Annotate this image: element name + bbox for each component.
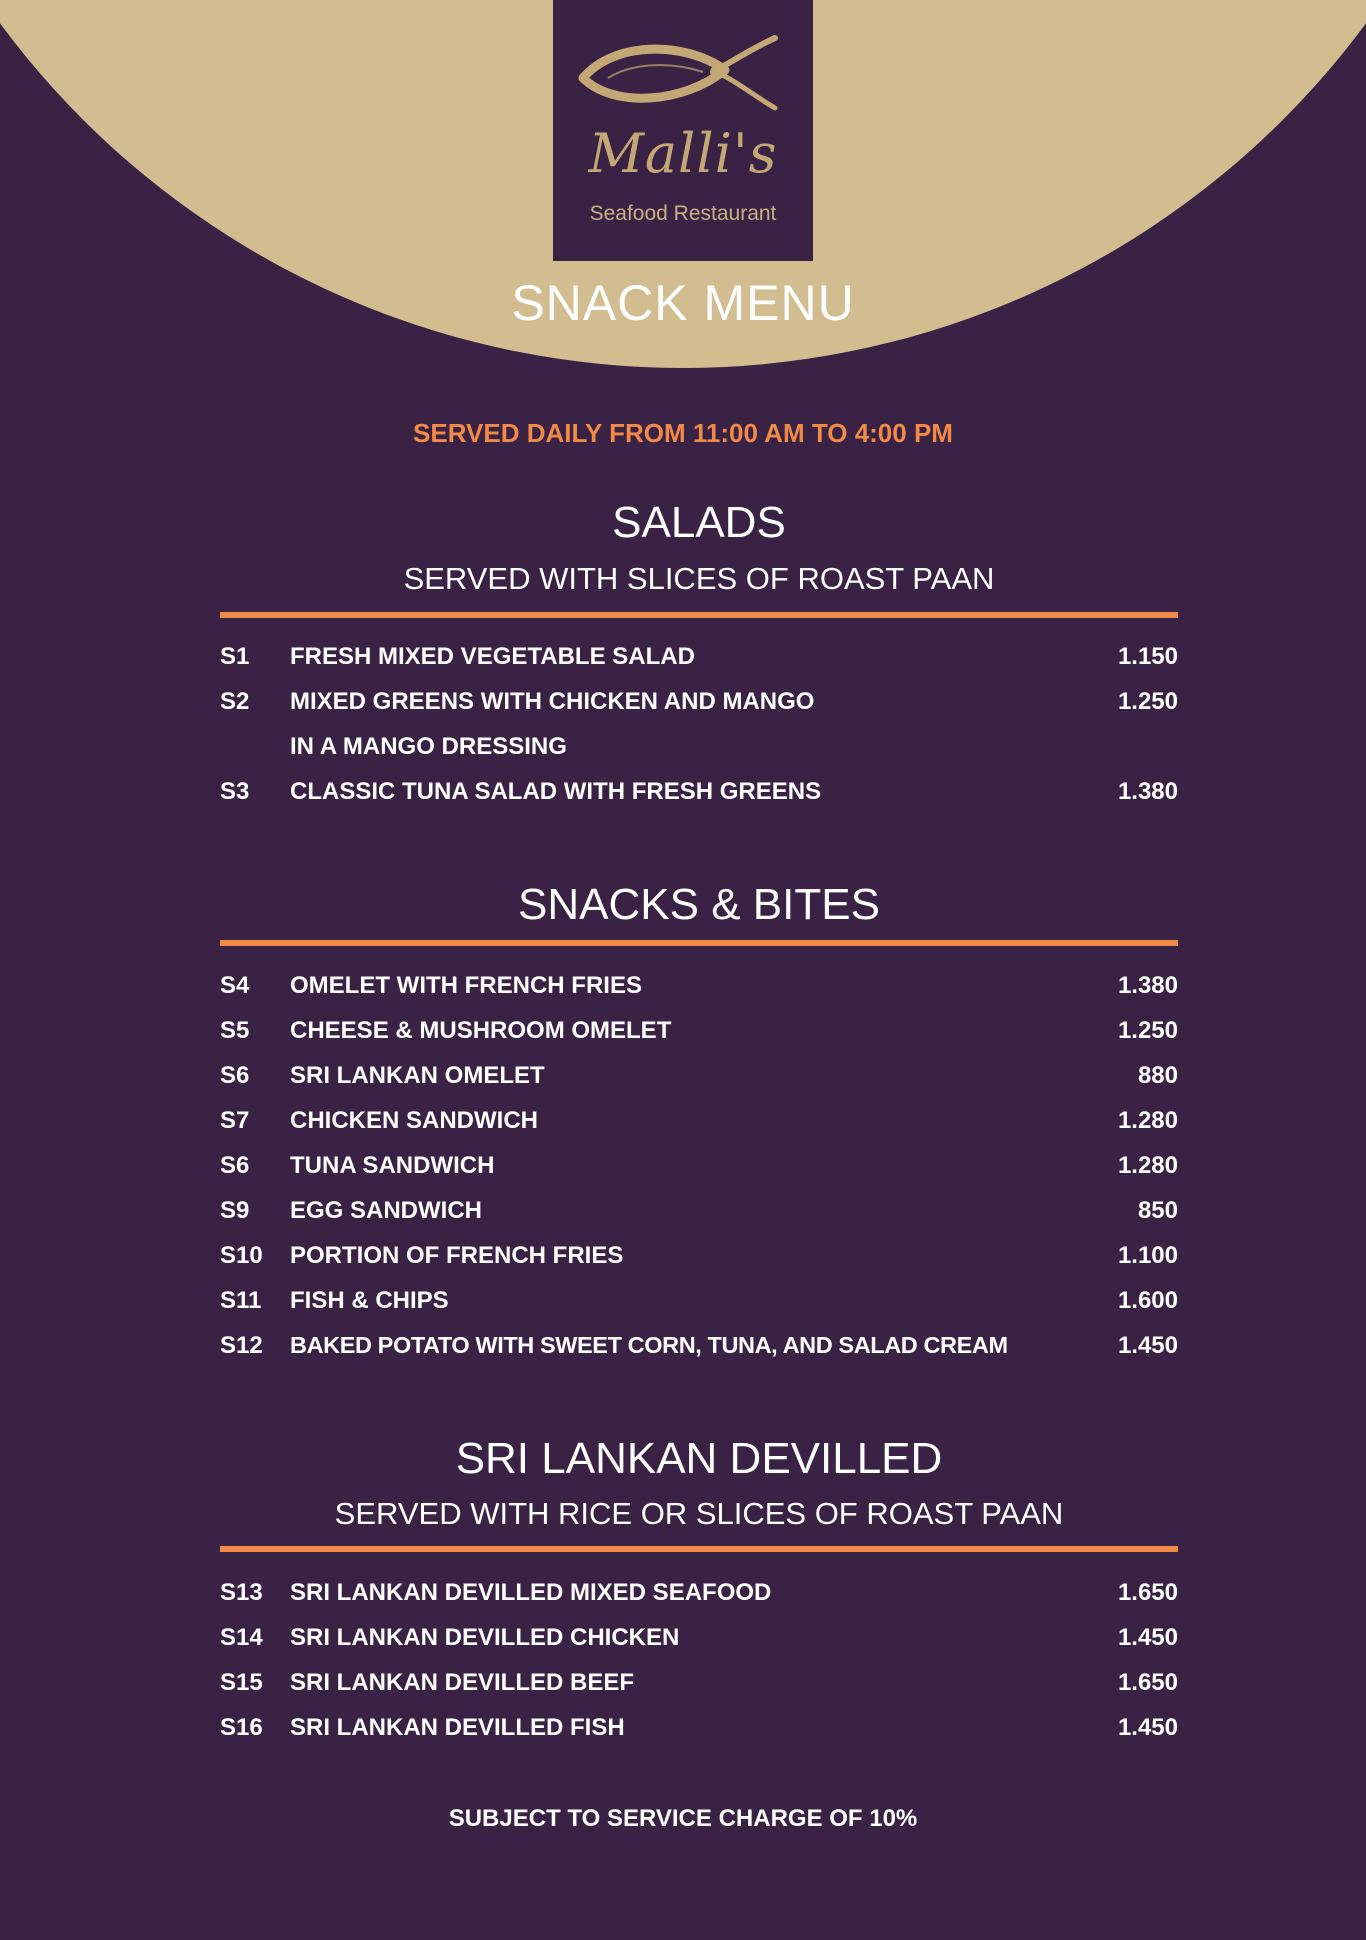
- item-code: S13: [220, 1579, 263, 1606]
- item-code: S4: [220, 972, 250, 999]
- item-code: S5: [220, 1017, 250, 1044]
- menu-item: [220, 1188, 1178, 1233]
- menu-item: [220, 963, 1178, 1008]
- section-divider: [220, 1546, 1178, 1552]
- section-divider: [220, 612, 1178, 618]
- item-name: SRI LANKAN DEVILLED BEEF: [290, 1669, 635, 1696]
- item-code: S6: [220, 1062, 250, 1089]
- item-name: SRI LANKAN DEVILLED CHICKEN: [290, 1624, 680, 1651]
- item-price: 1.100: [1117, 1242, 1178, 1269]
- item-list-salads: [220, 634, 1178, 814]
- item-code: S11: [220, 1287, 262, 1314]
- section-title-devilled: SRI LANKAN DEVILLED: [455, 1434, 943, 1483]
- logo-subtitle: Seafood Restaurant: [589, 202, 777, 225]
- item-price: 1.150: [1117, 643, 1178, 670]
- item-code: S9: [220, 1197, 250, 1224]
- item-name: SRI LANKAN DEVILLED MIXED SEAFOOD: [290, 1579, 772, 1606]
- item-price: 880: [1137, 1062, 1178, 1089]
- item-name: SRI LANKAN OMELET: [290, 1062, 545, 1089]
- item-price: 1.450: [1117, 1714, 1178, 1741]
- item-code: S10: [220, 1242, 263, 1269]
- item-code: S16: [220, 1714, 263, 1741]
- section-subtitle-devilled: SERVED WITH RICE OR SLICES OF ROAST PAAN: [334, 1496, 1064, 1531]
- item-price: 1.280: [1117, 1152, 1178, 1179]
- section-title-salads: SALADS: [612, 498, 786, 547]
- service-charge-note: SUBJECT TO SERVICE CHARGE OF 10%: [448, 1805, 918, 1832]
- item-name: CHEESE & MUSHROOM OMELET: [290, 1017, 672, 1044]
- item-name: FRESH MIXED VEGETABLE SALAD: [290, 643, 695, 670]
- menu-item: [220, 1098, 1178, 1143]
- item-name: MIXED GREENS WITH CHICKEN AND MANGO: [290, 688, 815, 715]
- logo: [553, 0, 813, 261]
- menu-item: [220, 1615, 1178, 1660]
- item-name: TUNA SANDWICH: [290, 1152, 495, 1179]
- menu-item: [220, 1233, 1178, 1278]
- menu-item: [220, 1323, 1178, 1368]
- item-code: S15: [220, 1669, 263, 1696]
- item-code: S7: [220, 1107, 250, 1134]
- item-price: 1.600: [1117, 1287, 1178, 1314]
- item-name: CHICKEN SANDWICH: [290, 1107, 538, 1134]
- menu-item: [220, 769, 1178, 814]
- item-price: 1.650: [1117, 1579, 1178, 1606]
- menu-item: [220, 1705, 1178, 1750]
- item-price: 1.250: [1117, 1017, 1178, 1044]
- menu-item: [220, 634, 1178, 679]
- item-code: S6: [220, 1152, 250, 1179]
- item-name: BAKED POTATO WITH SWEET CORN, TUNA, AND SALAD CREAM: [290, 1332, 1008, 1358]
- item-name: CLASSIC TUNA SALAD WITH FRESH GREENS: [290, 778, 822, 805]
- item-name: OMELET WITH FRENCH FRIES: [290, 972, 642, 999]
- item-list-devilled: [220, 1570, 1178, 1750]
- menu-item: [220, 1008, 1178, 1053]
- item-list-snacks: [220, 963, 1178, 1368]
- item-price: 1.280: [1117, 1107, 1178, 1134]
- item-price: 1.380: [1117, 972, 1178, 999]
- item-price: 1.450: [1117, 1332, 1178, 1359]
- menu-item: [220, 1570, 1178, 1615]
- item-name: SRI LANKAN DEVILLED FISH: [290, 1714, 625, 1741]
- item-code: S1: [220, 643, 250, 670]
- item-name: EGG SANDWICH: [290, 1197, 482, 1224]
- menu-item: [220, 1278, 1178, 1323]
- item-code: S14: [220, 1624, 263, 1651]
- menu-item: [220, 1660, 1178, 1705]
- menu-item: [220, 1143, 1178, 1188]
- item-code: S3: [220, 778, 250, 805]
- section-divider: [220, 940, 1178, 946]
- item-name-continued: IN A MANGO DRESSING: [290, 733, 567, 760]
- page-title: SNACK MENU: [511, 275, 855, 331]
- logo-script: Malli's: [588, 122, 778, 185]
- item-code: S2: [220, 688, 250, 715]
- menu-item: [220, 679, 1178, 769]
- item-name: FISH & CHIPS: [290, 1287, 449, 1314]
- item-price: 1.380: [1117, 778, 1178, 805]
- menu-item: [220, 1053, 1178, 1098]
- section-title-snacks: SNACKS & BITES: [518, 880, 880, 929]
- item-name: PORTION OF FRENCH FRIES: [290, 1242, 624, 1269]
- item-price: 1.650: [1117, 1669, 1178, 1696]
- item-price: 1.250: [1117, 688, 1178, 715]
- serving-hours: SERVED DAILY FROM 11:00 AM TO 4:00 PM: [413, 418, 953, 448]
- item-code: S12: [220, 1332, 263, 1359]
- item-price: 850: [1137, 1197, 1178, 1224]
- item-price: 1.450: [1117, 1624, 1178, 1651]
- section-subtitle-salads: SERVED WITH SLICES OF ROAST PAAN: [403, 561, 995, 596]
